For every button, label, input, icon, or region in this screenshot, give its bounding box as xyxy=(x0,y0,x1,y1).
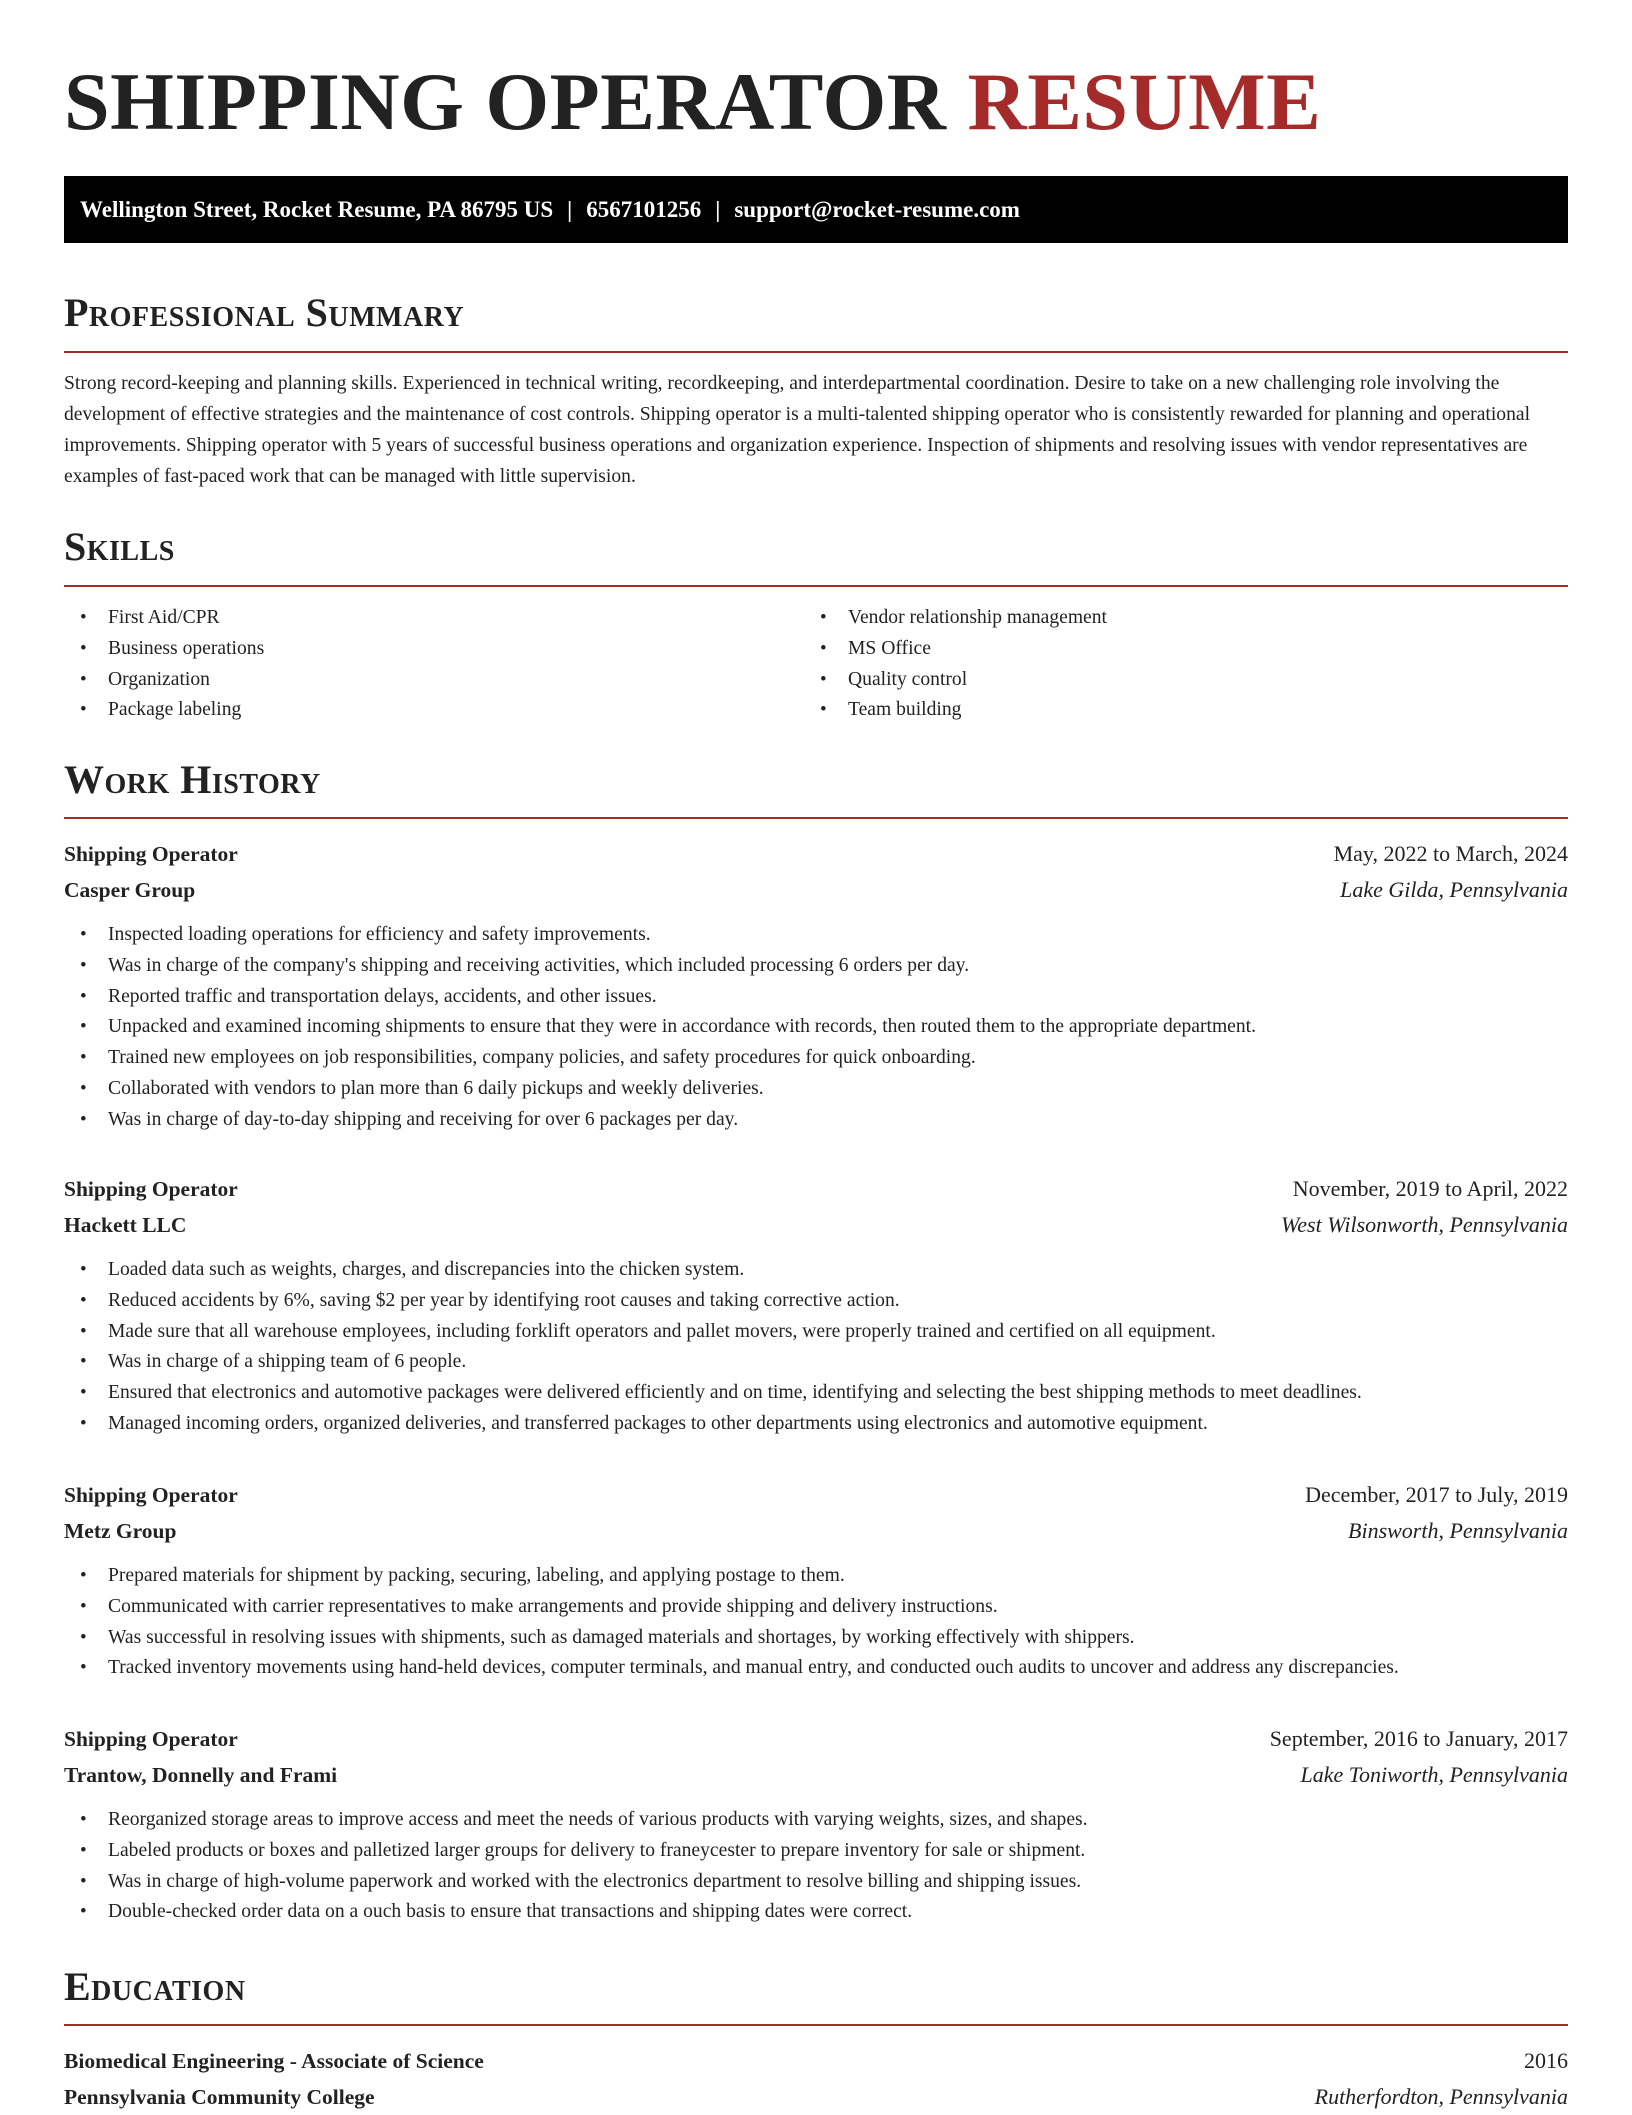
job-location: Lake Toniworth, Pennsylvania xyxy=(1300,1762,1568,1787)
job-bullets xyxy=(64,920,1568,1136)
job-dates: September, 2016 to January, 2017 xyxy=(1269,1726,1568,1751)
summary-heading: Professional Summary xyxy=(64,290,465,335)
job-company: Metz Group xyxy=(64,1519,177,1543)
education-rule xyxy=(64,2024,1568,2026)
job-bullets xyxy=(64,1255,1568,1440)
skill-item: • Organization xyxy=(64,665,804,696)
resume-title xyxy=(64,52,1321,152)
education-year: 2016 xyxy=(1524,2048,1568,2073)
education-school: Pennsylvania Community College xyxy=(64,2085,375,2109)
job-bullet: • Collaborated with vendors to plan more than 6 daily pickups and weekly deliveries. xyxy=(64,1074,1568,1105)
work-history-rule xyxy=(64,817,1568,819)
skills-list-right xyxy=(804,603,1568,726)
job-bullet: • Double-checked order data on a ouch basis to ensure that transactions and shipping dates were correct. xyxy=(64,1897,1568,1928)
job-entry xyxy=(64,1477,1568,1684)
education-entry xyxy=(64,2043,1568,2115)
skill-item: • Business operations xyxy=(64,634,804,665)
education-heading: Education xyxy=(64,1964,246,2009)
job-bullet: • Was successful in resolving issues with shipments, such as damaged materials and shortages, by working effectively with shippers. xyxy=(64,1623,1568,1654)
job-location: West Wilsonworth, Pennsylvania xyxy=(1280,1212,1568,1237)
skill-item: • Team building xyxy=(804,695,1568,726)
job-location: Lake Gilda, Pennsylvania xyxy=(1340,877,1568,902)
skill-item: • Quality control xyxy=(804,665,1568,696)
job-bullet: • Made sure that all warehouse employees, including forklift operators and pallet movers, were properly trained and certified on all equipment. xyxy=(64,1317,1568,1348)
job-bullet: • Unpacked and examined incoming shipments to ensure that they were in accordance with records, then routed them to the appropriate department. xyxy=(64,1012,1568,1043)
job-bullet: • Loaded data such as weights, charges, and discrepancies into the chicken system. xyxy=(64,1255,1568,1286)
skills-list-left xyxy=(64,603,804,726)
job-bullet: • Labeled products or boxes and palletized larger groups for delivery to franeycester to prepare inventory for sale or shipment. xyxy=(64,1836,1568,1867)
contact-separator: | xyxy=(715,196,721,222)
job-bullet: • Prepared materials for shipment by packing, securing, labeling, and applying postage to them. xyxy=(64,1561,1568,1592)
summary-rule xyxy=(64,351,1568,353)
job-bullet: • Reported traffic and transportation delays, accidents, and other issues. xyxy=(64,982,1568,1013)
job-bullet: • Was in charge of a shipping team of 6 people. xyxy=(64,1347,1568,1378)
job-company: Trantow, Donnelly and Frami xyxy=(64,1763,338,1787)
job-bullet: • Communicated with carrier representatives to make arrangements and provide shipping and delivery instructions. xyxy=(64,1592,1568,1623)
job-bullets xyxy=(64,1561,1568,1684)
job-entry xyxy=(64,1721,1568,1928)
job-dates: November, 2019 to April, 2022 xyxy=(1292,1176,1568,1201)
job-entry xyxy=(64,1171,1568,1440)
job-location: Binsworth, Pennsylvania xyxy=(1348,1518,1568,1543)
job-title: Shipping Operator xyxy=(64,1727,238,1751)
job-bullets xyxy=(64,1805,1568,1928)
job-company: Casper Group xyxy=(64,878,196,902)
job-bullet: • Inspected loading operations for efficiency and safety improvements. xyxy=(64,920,1568,951)
summary-text: Strong record-keeping and planning skills. Experienced in technical writing, recordkeeping, and interdepartmental coordination. Desire to take on a new challenging role involving the development of effective strategies and the maintenance of cost controls. Shipping operator is a multi-talented shipping operator who is consistently rewarded for planning and operational improvements. Shipping operator with 5 years of successful business operations and organization experience. Inspection of shipments and resolving issues with vendor representatives are examples of fast-paced work that can be managed with little supervision. xyxy=(64,373,1531,487)
contact-separator: | xyxy=(567,196,573,222)
skill-item: • First Aid/CPR xyxy=(64,603,804,634)
title-accent: RESUME xyxy=(967,56,1322,147)
skills-rule xyxy=(64,585,1568,587)
job-bullet: • Was in charge of the company's shipping and receiving activities, which included processing 6 orders per day. xyxy=(64,951,1568,982)
job-title: Shipping Operator xyxy=(64,842,238,866)
contact-email: support@rocket-resume.com xyxy=(734,196,1020,222)
skill-item: • Vendor relationship management xyxy=(804,603,1568,634)
skills-heading: Skills xyxy=(64,524,175,569)
education-degree: Biomedical Engineering - Associate of Science xyxy=(64,2049,484,2073)
skill-item: • MS Office xyxy=(804,634,1568,665)
job-dates: May, 2022 to March, 2024 xyxy=(1333,841,1568,866)
job-entry xyxy=(64,836,1568,1136)
job-bullet: • Was in charge of day-to-day shipping and receiving for over 6 packages per day. xyxy=(64,1105,1568,1136)
job-bullet: • Reorganized storage areas to improve access and meet the needs of various products with varying weights, sizes, and shapes. xyxy=(64,1805,1568,1836)
job-bullet: • Tracked inventory movements using hand-held devices, computer terminals, and manual entry, and conducted ouch audits to uncover and address any discrepancies. xyxy=(64,1653,1568,1684)
job-bullet: • Ensured that electronics and automotive packages were delivered efficiently and on time, identifying and selecting the best shipping methods to meet deadlines. xyxy=(64,1378,1568,1409)
job-dates: December, 2017 to July, 2019 xyxy=(1305,1482,1568,1507)
job-bullet: • Trained new employees on job responsibilities, company policies, and safety procedures for quick onboarding. xyxy=(64,1043,1568,1074)
job-title: Shipping Operator xyxy=(64,1483,238,1507)
contact-address: Wellington Street, Rocket Resume, PA 86795 US xyxy=(80,196,554,222)
job-company: Hackett LLC xyxy=(64,1213,187,1237)
job-bullet: • Reduced accidents by 6%, saving $2 per year by identifying root causes and taking corrective action. xyxy=(64,1286,1568,1317)
job-bullet: • Was in charge of high-volume paperwork and worked with the electronics department to resolve billing and shipping issues. xyxy=(64,1867,1568,1898)
skill-item: • Package labeling xyxy=(64,695,804,726)
job-bullet: • Managed incoming orders, organized deliveries, and transferred packages to other departments using electronics and automotive equipment. xyxy=(64,1409,1568,1440)
title-main: SHIPPING OPERATOR xyxy=(64,56,947,147)
education-location: Rutherfordton, Pennsylvania xyxy=(1314,2084,1568,2109)
job-title: Shipping Operator xyxy=(64,1177,238,1201)
contact-phone: 6567101256 xyxy=(586,196,702,222)
contact-bar xyxy=(64,176,1568,243)
work-history-heading: Work History xyxy=(64,757,321,802)
